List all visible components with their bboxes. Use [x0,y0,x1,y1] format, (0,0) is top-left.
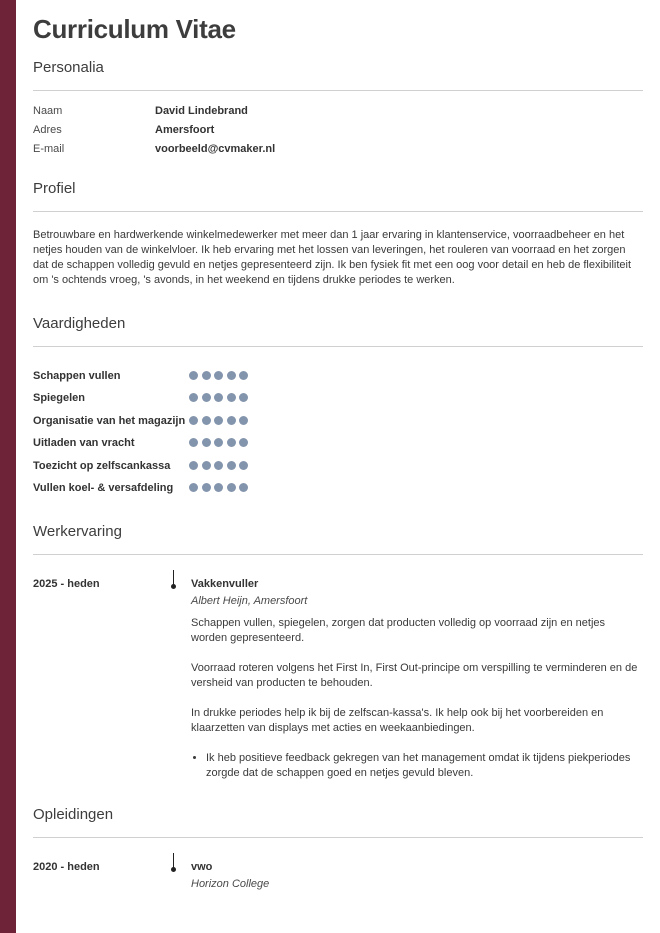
section-divider [33,837,643,838]
skill-row [33,482,333,494]
skill-dot [189,393,198,402]
skill-name: Organisatie van het magazijn [33,415,186,427]
profile-text: Betrouwbare en hardwerkende winkelmedewerker met meer dan 1 jaar ervaring in klantenservice, voorraadbeheer en het netjes houden van de winkelvloer. Ik heb ervaring met het lossen van leveringen, het rouleren van voorraad en het zorgen dat de schappen volledig gevuld en netjes gepresenteerd zijn. Ik ben fysiek fit met een oog voor detail en heb de flexibiliteit om 's ochtends vroeg, 's avonds, in het weekend en tijdens drukke periodes te werken. [33,229,632,286]
skill-dot [227,483,236,492]
section-title-werkervaring: Werkervaring [33,523,122,540]
skill-dot [189,438,198,447]
skill-dot [227,416,236,425]
skill-dot [214,371,223,380]
section-divider [33,346,643,347]
education-entry [191,860,643,892]
section-divider [33,90,643,91]
skill-name: Vullen koel- & versafdeling [33,482,174,494]
skill-dot [189,461,198,470]
skill-dot [227,371,236,380]
job-paragraph: Voorraad roteren volgens het First In, First Out-principe om verspilling te verminderen en de versheid van producten te behouden. [191,662,638,689]
education-degree: vwo [191,861,213,873]
skill-name: Uitladen van vracht [33,437,135,449]
skill-row [33,437,333,449]
skill-name: Spiegelen [33,392,85,404]
job-company: Albert Heijn, Amersfoort [191,595,308,607]
section-divider [33,554,643,555]
skill-dot [239,416,248,425]
timeline-dot [171,867,176,872]
skill-dot [239,483,248,492]
skill-dot [202,416,211,425]
skill-dot [202,438,211,447]
skill-dot [214,461,223,470]
skill-dot [202,371,211,380]
job-entry [191,577,643,781]
skill-rating [189,371,252,383]
skill-dot [239,371,248,380]
skill-dot [189,371,198,380]
skill-name: Schappen vullen [33,370,121,382]
job-paragraph: In drukke periodes help ik bij de zelfscan-kassa's. Ik help ook bij het voorbereiden en klaarzetten van displays met acties en weekaanbiedingen. [191,707,604,734]
skill-dot [214,393,223,402]
education-school: Horizon College [191,878,270,890]
skill-dot [202,483,211,492]
job-period: 2025 - heden [33,578,100,590]
skill-dot [189,483,198,492]
skill-rating [189,461,252,473]
skill-dot [227,461,236,470]
skill-dot [239,438,248,447]
section-divider [33,211,643,212]
section-title-opleidingen: Opleidingen [33,806,114,823]
field-label: Adres [33,124,62,136]
skill-rating [189,483,252,495]
section-title-vaardigheden: Vaardigheden [33,315,126,332]
job-paragraph: Schappen vullen, spiegelen, zorgen dat producten volledig op voorraad zijn en netjes worden gepresenteerd. [191,617,606,644]
job-title: Vakkenvuller [191,578,259,590]
skill-dot [214,438,223,447]
skill-dot [239,393,248,402]
skill-rating [189,416,252,428]
skill-row [33,460,333,472]
skill-dot [202,393,211,402]
job-bullet-item: • Ik heb positieve feedback gekregen van het management omdat ik tijdens piekperiodes zorgde dat de schappen goed en netjes gevuld bleven. [206,751,643,781]
job-bullet-list [191,751,643,781]
skill-row [33,392,333,404]
education-period: 2020 - heden [33,861,100,873]
field-label: E-mail [33,143,65,155]
skill-name: Toezicht op zelfscankassa [33,460,171,472]
sidebar-accent-bar [0,0,16,933]
skill-dot [239,461,248,470]
field-label: Naam [33,105,63,117]
skill-dot [227,438,236,447]
skill-dot [214,483,223,492]
field-value: voorbeeld@cvmaker.nl [155,143,276,155]
field-value: David Lindebrand [155,105,248,117]
section-title-profiel: Profiel [33,180,76,197]
page-title: Curriculum Vitae [33,14,236,44]
skill-row [33,415,333,427]
skill-rating [189,393,252,405]
timeline-dot [171,584,176,589]
skill-dot [202,461,211,470]
skill-dot [189,416,198,425]
section-title-personalia: Personalia [33,59,104,76]
skill-rating [189,438,252,450]
skill-dot [227,393,236,402]
skill-row [33,370,333,382]
field-value: Amersfoort [155,124,215,136]
skill-dot [214,416,223,425]
